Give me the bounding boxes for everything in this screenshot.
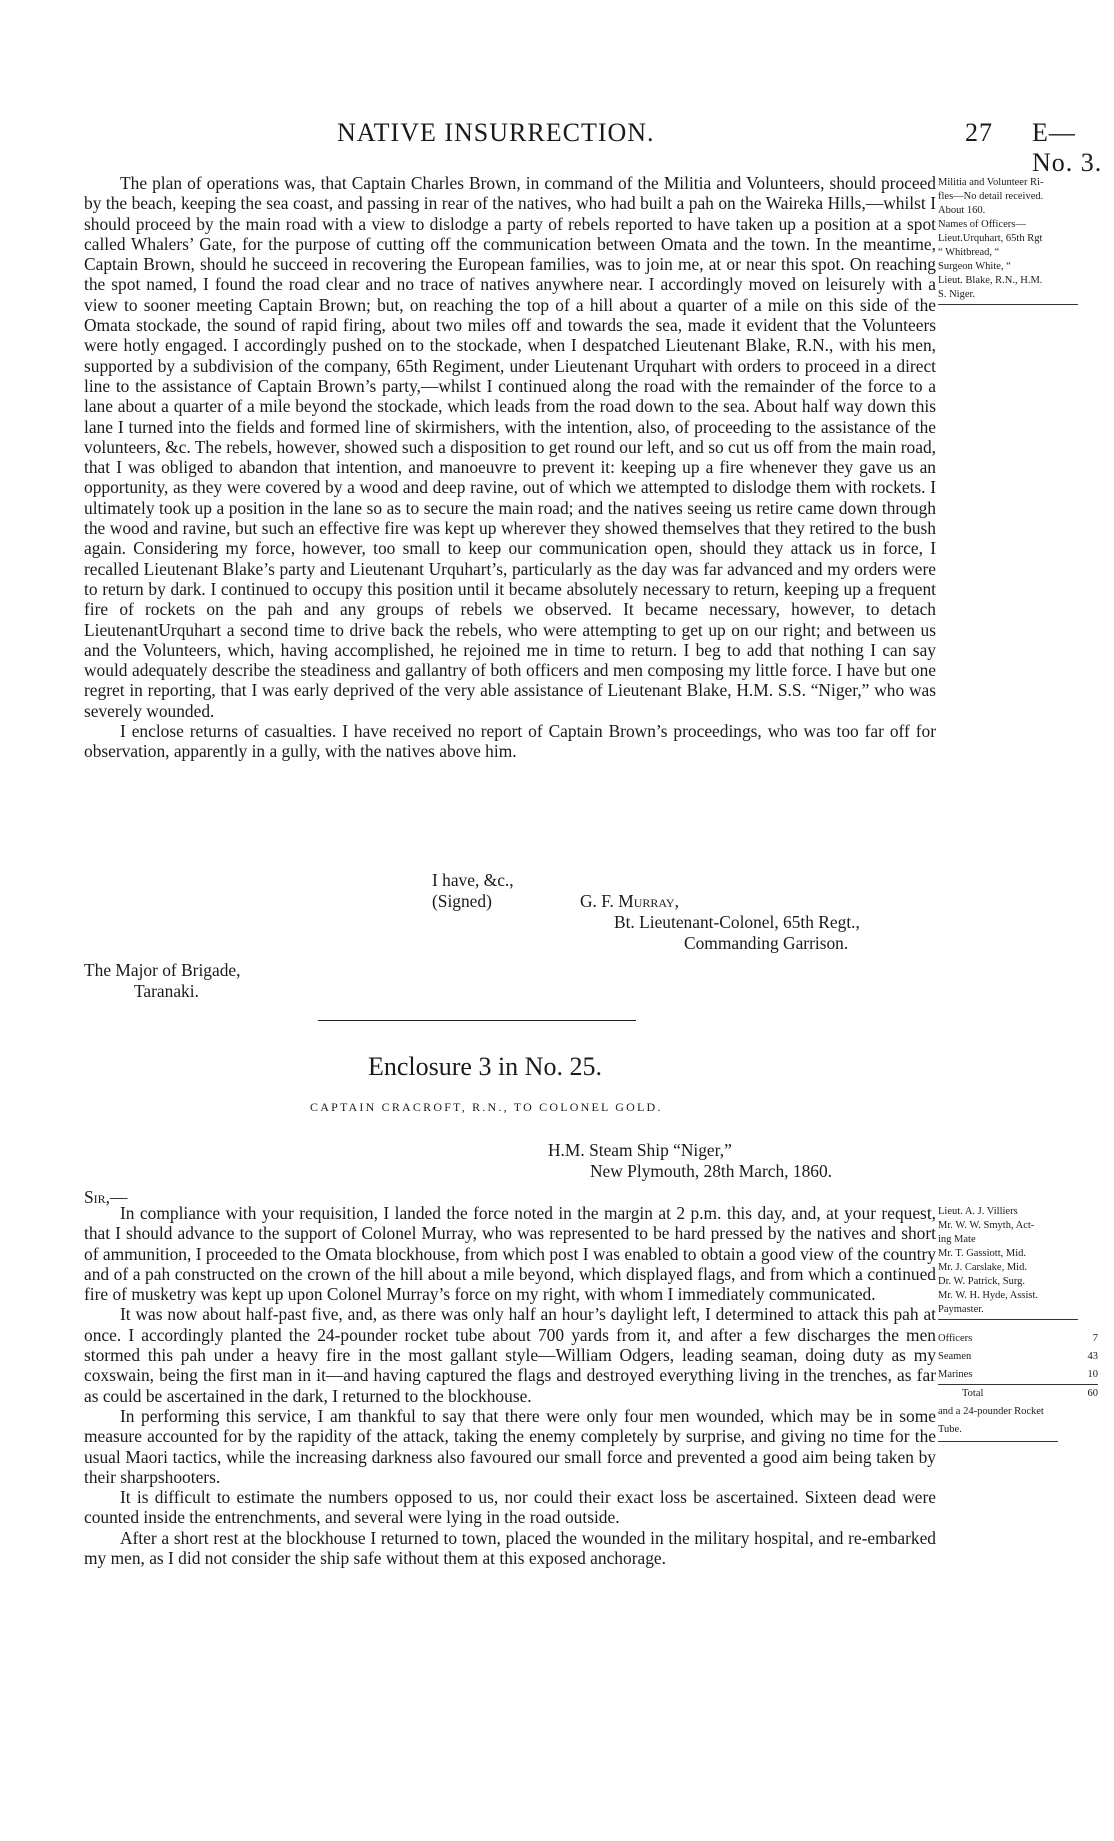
salutation: Sir,— <box>84 1187 128 1207</box>
totals-label: Seamen <box>938 1351 972 1362</box>
margin-line: Mr. W. H. Hyde, Assist. <box>938 1290 1039 1301</box>
document-ref: E—No. 3. <box>1032 118 1103 177</box>
margin-line: About 160. <box>938 205 986 216</box>
enclosure-heading: Enclosure 3 in No. 25. <box>368 1052 602 1081</box>
margin-line: Mr. J. Carslake, Mid. <box>938 1262 1027 1273</box>
totals-label: Total <box>962 1388 984 1399</box>
signed-label: (Signed) <box>432 891 492 911</box>
margin-line: Mr. W. W. Smyth, Act- <box>938 1220 1035 1231</box>
margin-line: ing Mate <box>938 1234 976 1245</box>
margin-rule <box>938 1441 1058 1442</box>
margin-line: “ Whitbread, “ <box>938 247 1000 258</box>
margin-line: Names of Officers— <box>938 219 1026 230</box>
paragraph: It is difficult to estimate the numbers opposed to us, nor could their exact loss be ascertained. Sixteen dead were counted inside the entrenchments, and several were lying in the road outside. <box>84 1487 936 1528</box>
margin-line: Mr. T. Gassiott, Mid. <box>938 1248 1026 1259</box>
totals-row-officers <box>938 1330 1098 1348</box>
margin-note-officers <box>938 1205 1114 1320</box>
signer-rank: Bt. Lieutenant-Colonel, 65th Regt., <box>614 912 860 932</box>
paragraph: The plan of operations was, that Captain Charles Brown, in command of the Militia and Volunteers, should proceed by the beach, keeping the sea coast, and passing in rear of the natives, who had built a pah on the Waireka Hills,—whilst I should proceed by the main road with a view to dislodge a party of rebels reported to have taken up a position at a spot called Whalers’ Gate, for the purpose of cutting off the communication between Omata and the town. In the meantime, Captain Brown, should he succeed in recovering the European families, was to join me, at or near this spot. On reaching the spot named, I found the road clear and no trace of natives anywhere near. I accordingly moved on leisurely with a view to sooner meeting Captain Brown; but, on reaching the top of a hill about a quarter of a mile on this side of the Omata stockade, the sound of rapid firing, about two miles off and towards the sea, made it evident that the Volunteers were hotly engaged. I accordingly pushed on to the stockade, when I despatched Lieutenant Blake, R.N., with his men, supported by a subdivision of the company, 65th Regiment, under Lieutenant Urquhart with orders to proceed in a direct line to the assistance of Captain Brown’s party,—whilst I continued along the road with the remainder of the force to a lane about a quarter of a mile beyond the stockade, which leads from the road down to the sea. About half way down this lane I turned into the fields and formed line of skirmishers, with the intention, also, of proceeding to the assistance of the volunteers, &c. The rebels, however, showed such a disposition to get round our left, and so cut us off from the main road, that I was obliged to abandon that intention, and manoeuvre to prevent it: keeping up a fire whenever they gave us an opportunity, as they were covered by a wood and deep ravine, out of which we attempted to dislodge them with rockets. I ultimately took up a position in the lane so as to secure the main road; and the natives seeing us retire came down through the wood and ravine, but such an effective fire was kept up wherever they showed themselves that they retired to the bush again. Considering my force, however, too small to keep our communication open, should they attack us in force, I recalled Lieutenant Blake’s party and Lieutenant Urquhart’s, particularly as the day was far advanced and my orders were to return by dark. I continued to occupy this position until it became absolutely necessary to return, keeping up a frequent fire of rockets on the pah and any groups of rebels we observed. It became necessary, however, to detach LieutenantUrquhart a second time to drive back the rebels, who were attempting to get up on our right; and between us and the Volunteers, which, having accomplished, he rejoined me in time to return. I beg to add that nothing I can say would adequately describe the steadiness and gallantry of both officers and men composing my little force. I have but one regret in reporting, that I was early deprived of the very able assistance of Lieutenant Blake, H.M. S.S. “Niger,” who was severely wounded. <box>84 173 936 721</box>
rocket-note: Tube. <box>938 1424 962 1435</box>
force-totals <box>938 1330 1098 1442</box>
totals-value: 10 <box>1087 1369 1098 1380</box>
paragraph: After a short rest at the blockhouse I returned to town, placed the wounded in the military hospital, and re-embarked my men, as I did not consider the ship safe without them at this exposed anchorage. <box>84 1527 936 1569</box>
paragraph: In compliance with your requisition, I landed the force noted in the margin at 2 p.m. this day, and, at your request, that I should advance to the support of Colonel Murray, who was represented to be hard pressed by the natives and short of ammunition, I proceeded to the Omata blockhouse, from which post I was enabled to obtain a good view of the country and of a pah constructed on the crown of the hill about a mile beyond, which displayed flags, and from which a continued fire of musketry was kept up upon Colonel Murray’s force on my right, with whom I immediately communicated. <box>84 1203 936 1305</box>
place-date: New Plymouth, 28th March, 1860. <box>590 1161 832 1181</box>
signer-role: Commanding Garrison. <box>684 933 849 953</box>
margin-line: Lieut.Urquhart, 65th Rgt <box>938 233 1043 244</box>
page-number: 27 <box>965 118 993 147</box>
totals-row-marines <box>938 1366 1098 1385</box>
margin-line: Militia and Volunteer Ri- <box>938 177 1044 188</box>
totals-label: Marines <box>938 1369 973 1380</box>
letter-body-2 <box>84 1203 936 1568</box>
margin-note-militia <box>938 176 1114 305</box>
margin-line: fles—No detail received. <box>938 191 1044 202</box>
margin-line: Surgeon White, “ <box>938 261 1011 272</box>
addressee-line-1: The Major of Brigade, <box>84 960 241 980</box>
rocket-note: and a 24-pounder Rocket <box>938 1406 1044 1417</box>
margin-rule <box>938 1319 1078 1320</box>
section-divider <box>318 1020 636 1021</box>
paragraph: In performing this service, I am thankful to say that there were only four men wounded, which may be in some measure accounted for by the rapidity of the attack, taking the enemy completely by surprise, and giving no time for the usual Maori tactics, while the increasing darkness also favoured our small force and prevented a good aim being taken by their sharpshooters. <box>84 1405 936 1487</box>
margin-line: Lieut. Blake, R.N., H.M. <box>938 275 1043 286</box>
enclosure-subheading: CAPTAIN CRACROFT, R.N., TO COLONEL GOLD. <box>310 1100 663 1114</box>
margin-line: Lieut. A. J. Villiers <box>938 1206 1018 1217</box>
totals-value: 7 <box>1092 1333 1098 1344</box>
totals-value: 43 <box>1087 1351 1098 1362</box>
totals-row-seamen <box>938 1348 1098 1366</box>
totals-label: Officers <box>938 1333 973 1344</box>
margin-line: Dr. W. Patrick, Surg. <box>938 1276 1026 1287</box>
totals-value: 60 <box>1087 1388 1098 1399</box>
margin-rule <box>938 304 1078 305</box>
closing: I have, &c., <box>432 870 514 890</box>
letter-body-1 <box>84 173 936 762</box>
signer-name: G. F. Murray, <box>580 891 679 911</box>
running-title: NATIVE INSURRECTION. <box>337 118 655 147</box>
margin-line: S. Niger. <box>938 289 976 300</box>
totals-row-total <box>938 1385 1098 1403</box>
ship-name: H.M. Steam Ship “Niger,” <box>548 1140 732 1160</box>
paragraph: I enclose returns of casualties. I have received no report of Captain Brown’s proceedings, who was too far off for observation, apparently in a gully, with the natives above him. <box>84 721 936 762</box>
paragraph: It was now about half-past five, and, as there was only half an hour’s daylight left, I determined to attack this pah at once. I accordingly planted the 24-pounder rocket tube about 700 yards from it, and after a few discharges the men stormed this pah under a heavy fire in the most gallant style—William Odgers, leading seaman, doing duty as my coxswain, being the first man in it—and having captured the flags and destroyed everything living in the trenches, as far as could be ascertained in the dark, I returned to the blockhouse. <box>84 1304 936 1406</box>
margin-line: Paymaster. <box>938 1304 984 1315</box>
addressee-line-2: Taranaki. <box>134 981 199 1001</box>
